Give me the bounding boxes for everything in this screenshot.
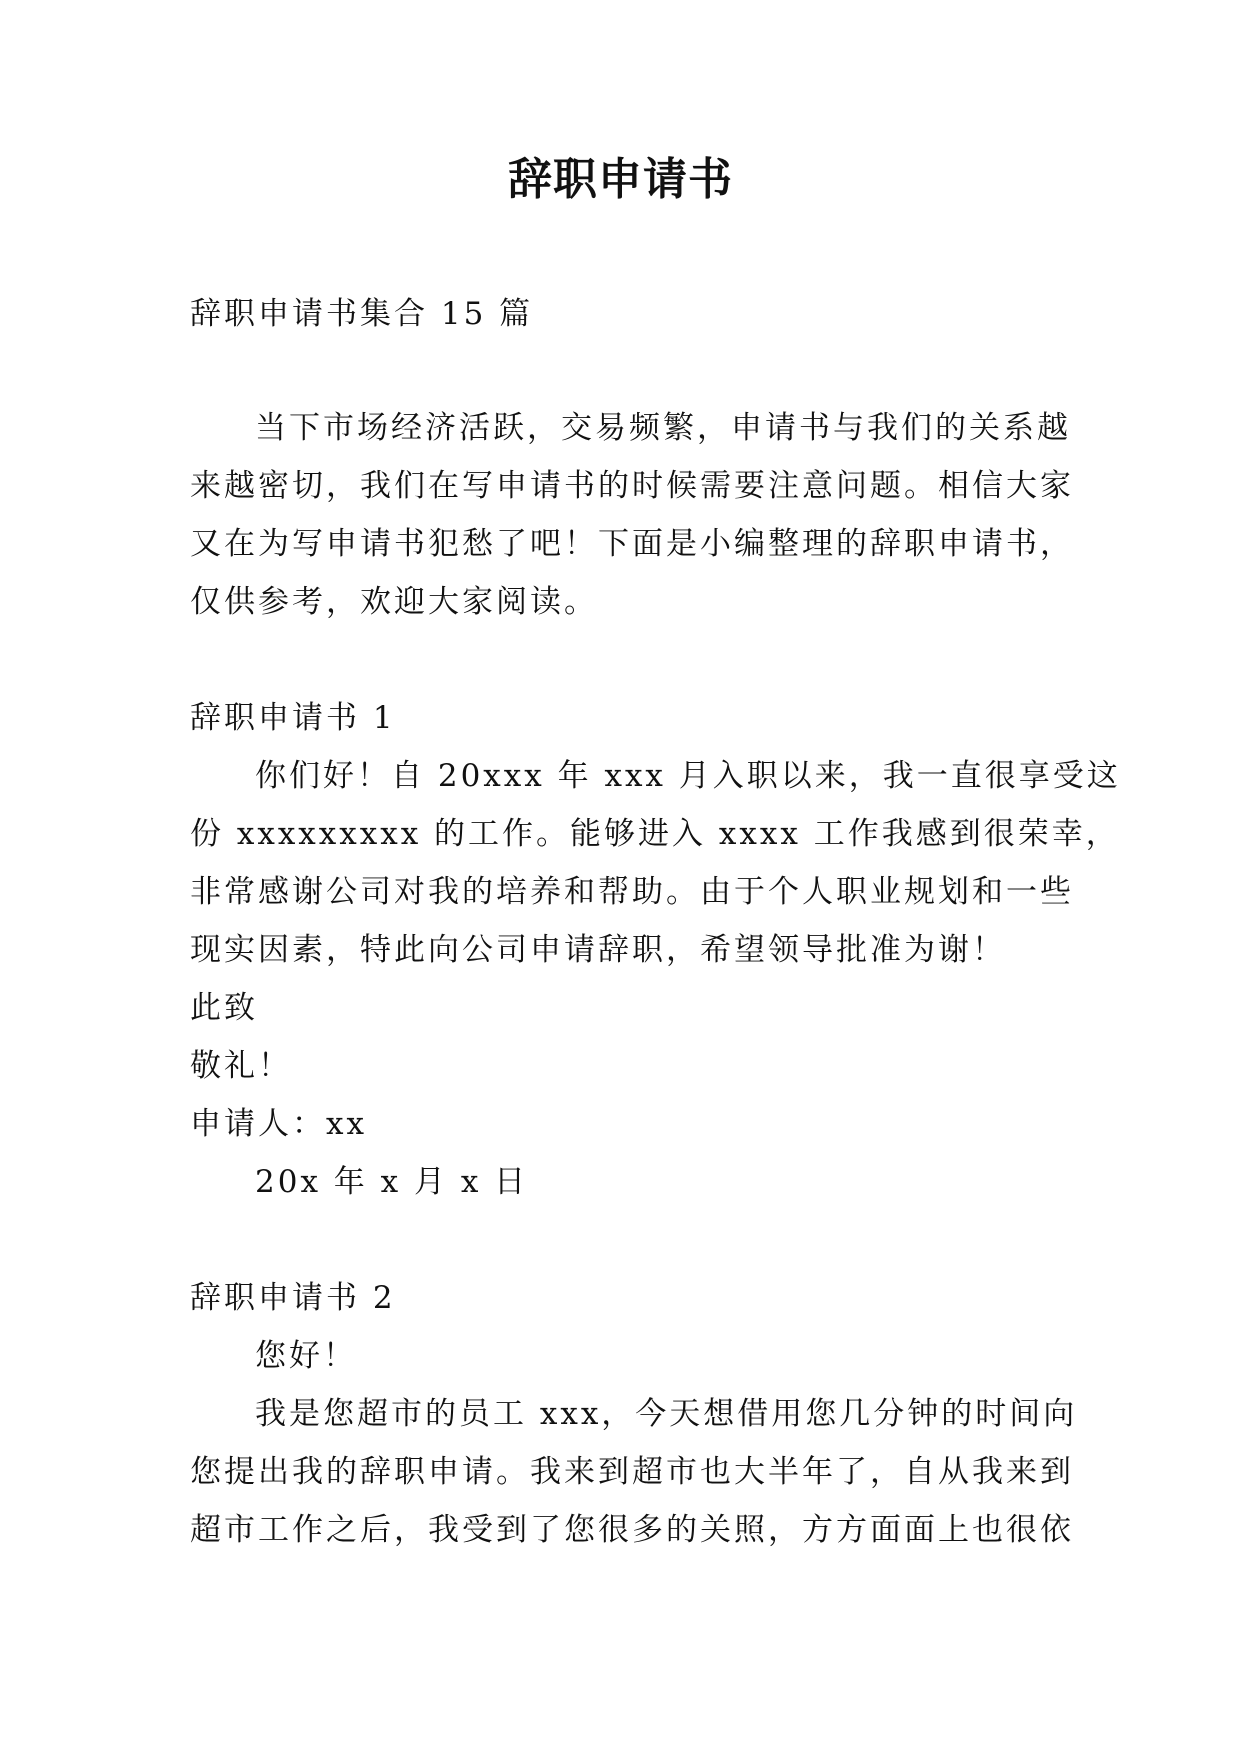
intro-line: 当下市场经济活跃，交易频繁，申请书与我们的关系越 [255, 410, 1071, 446]
letter1-body-line: 你们好！自 20xxx 年 xxx 月入职以来，我一直很享受这 [255, 758, 1121, 794]
letter2-body-line: 超市工作之后，我受到了您很多的关照，方方面面上也很依 [190, 1512, 1074, 1548]
letter2-body-line: 我是您超市的员工 xxx，今天想借用您几分钟的时间向 [255, 1396, 1078, 1432]
letter2-greeting: 您好！ [255, 1338, 357, 1374]
letter1-heading: 辞职申请书 1 [190, 700, 396, 736]
letter1-body-line: 现实因素，特此向公司申请辞职，希望领导批准为谢！ [190, 932, 1006, 968]
document-title: 辞职申请书 [508, 154, 733, 205]
intro-line: 又在为写申请书犯愁了吧！下面是小编整理的辞职申请书， [190, 526, 1074, 562]
letter1-applicant: 申请人：xx [190, 1106, 367, 1142]
letter1-salutation: 敬礼！ [190, 1048, 292, 1084]
letter1-date: 20x 年 x 月 x 日 [255, 1164, 529, 1200]
letter2-heading: 辞职申请书 2 [190, 1280, 396, 1316]
document-subtitle: 辞职申请书集合 15 篇 [190, 296, 534, 332]
intro-line: 来越密切，我们在写申请书的时候需要注意问题。相信大家 [190, 468, 1074, 504]
letter1-body-line: 非常感谢公司对我的培养和帮助。由于个人职业规划和一些 [190, 874, 1074, 910]
letter1-body-line: 份 xxxxxxxxx 的工作。能够进入 xxxx 工作我感到很荣幸， [190, 816, 1120, 852]
letter2-body-line: 您提出我的辞职申请。我来到超市也大半年了，自从我来到 [190, 1454, 1074, 1490]
intro-line: 仅供参考，欢迎大家阅读。 [190, 584, 598, 620]
letter1-closing: 此致 [190, 990, 258, 1026]
